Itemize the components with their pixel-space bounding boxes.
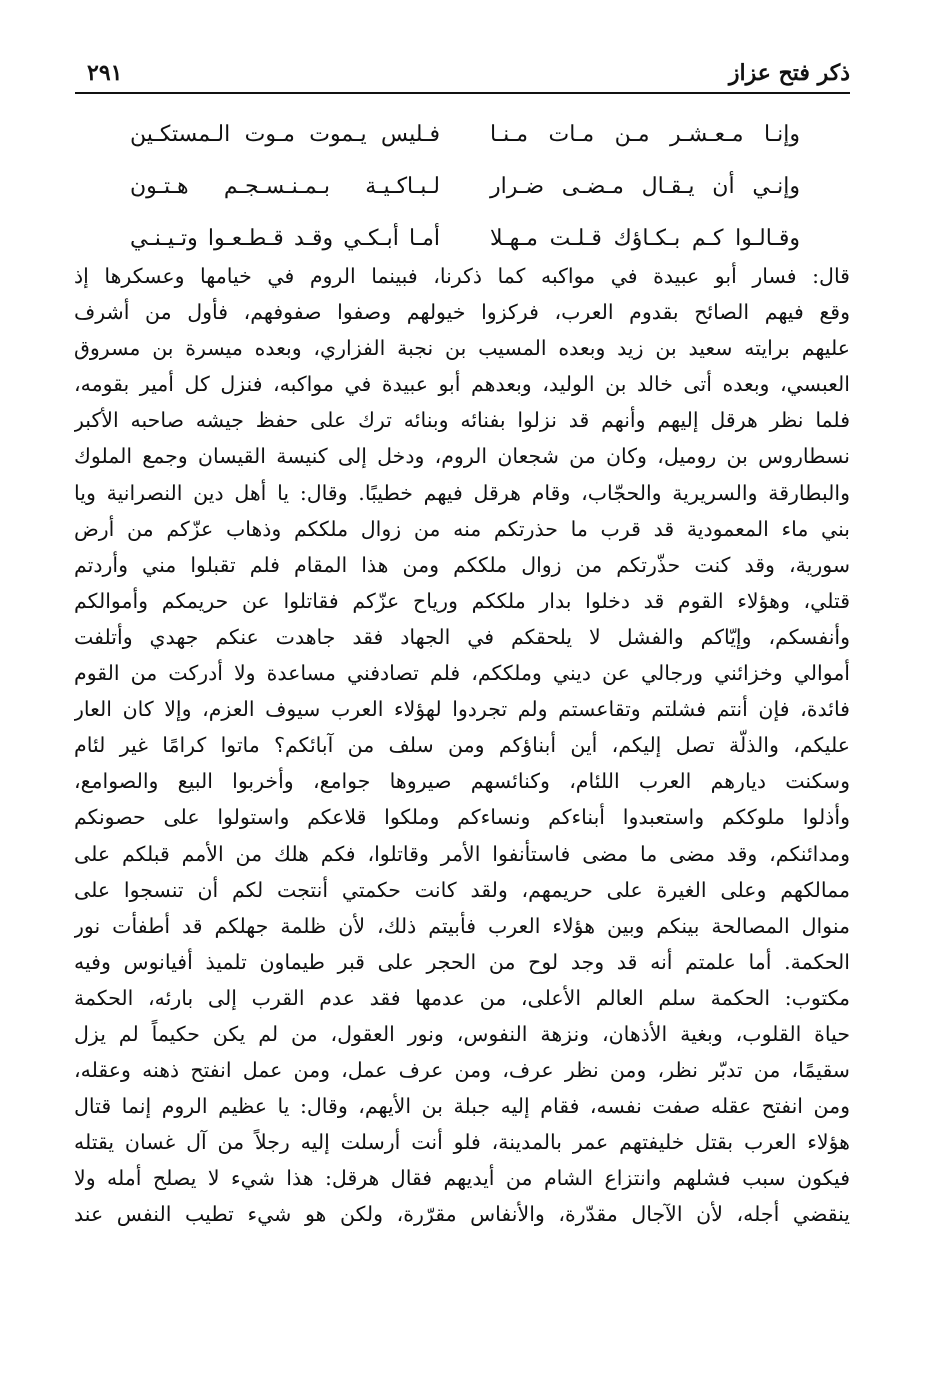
verse-line [130, 160, 800, 212]
verse-line [130, 212, 800, 264]
verse-first-hemistich: وإنـي أن يـقـال مـضـى ضـرار [490, 173, 800, 199]
text-line: وأذلوا ملوككم واستعبدوا أبناءكم ونساءكم وملكوا قلاعكم واستولوا على حصونكم [74, 805, 850, 830]
text-line: سورية، وقد كنت حذّرتكم من زوال ملككم ومن هذا المقام فلم تقبلوا مني وأردتم [74, 552, 850, 577]
text-line: حياة القلوب، وبغية الأذهان، ونزهة النفوس، ونور العقول، من لم يكن حكيماً لم يزل [74, 1021, 850, 1046]
text-line: هؤلاء العرب بقتل خليفتهم عمر بالمدينة، فلو أنت أرسلت إليه رجلاً من آل غسان يقتله [74, 1130, 850, 1155]
text-line: فلما نظر هرقل إليهم وأنهم قد نزلوا بفنائه وبنائه ترك على حفظ جيشه صاحبه الأكبر [74, 408, 850, 433]
body-text [74, 258, 850, 1233]
text-line: فائدة، فإن أنتم فشلتم وتقاعستم ولم تجردوا لهؤلاء العرب سيوف العزم، وإلا كان العار [74, 697, 850, 722]
text-line: وأنفسكم، وإيّاكم والفشل لا يلحقكم في الجهاد فقد جاهدت عنكم جهدي وأتلفت [74, 624, 850, 649]
text-line: مكتوب: الحكمة سلم العالم الأعلى، من عدمها فقد عدم القرب إلى بارئه، الحكمة [74, 985, 850, 1010]
verse-first-hemistich: وإنـا مـعـشـر مـن مـات مـنـا [490, 121, 800, 147]
text-line: قال: فسار أبو عبيدة في مواكبه كما ذكرنا، فبينما الروم في خيامها وعسكرها إذ [74, 264, 850, 288]
page-number: ٢٩١ [87, 60, 123, 86]
text-line: منوال المصالحة بينكم وبين هؤلاء العرب فأبيتم ذلك، لأن ظلمة جهلكم قد أطفأت نور [74, 913, 850, 938]
text-line: سقيمًا، من تدبّر نظر، ومن نظر عرف، ومن عرف عمل، ومن عمل انفتح ذهنه وعقله، [74, 1058, 850, 1083]
text-line: العبسي، وبعده أتى خالد بن الوليد، وبعدهم أبو عبيدة في مواكبه، فنزل كل أمير بقومه، [74, 372, 850, 397]
text-line: وسكنت ديارهم العرب اللئام، وكنائسهم صيروها جوامع، وأخربوا البيع والصوامع، [74, 769, 850, 794]
text-line: بني ماء المعمودية قد قرب ما حذرتكم منه من زوال ملككم وذهاب عزّكم من أرض [74, 516, 850, 541]
text-line: نسطاروس بن روميل، وكان من شجعان الروم، ودخل إلى كنيسة القيسان وجمع الملوك [74, 444, 850, 469]
text-line: فيكون سبب فشلهم وانتزاع الشام من أيديهم فقال هرقل: هذا شيء لا يصلح أمله ولا [74, 1166, 850, 1191]
text-line: والبطارقة والسريرية والحجّاب، وقام هرقل فيهم خطيبًا. وقال: يا أهل دين النصرانية ويا [74, 480, 850, 505]
text-line: ومدائنكم، وقد مضى ما مضى فاستأنفوا الأمر وقاتلوا، فكم هلك من الأمم قبلكم على [74, 841, 850, 866]
verse-second-hemistich: لـبـاكـيـة بـمـنـسـجـم هـتـون [130, 173, 440, 199]
text-line: وقع فيهم الصائح بقدوم العرب، فركزوا خيولهم وصفوا صفوفهم، فأول من أشرف [74, 300, 850, 325]
verse-first-hemistich: وقـالـوا كـم بـكـاؤك قـلـت مـهـلا [490, 225, 800, 251]
text-line: عليكم، والذلّة تصل إليكم، أين أبناؤكم ومن سلف من آبائكم؟ ماتوا كرامًا غير لئام [74, 733, 850, 758]
text-line: الحكمة. أما علمتم أنه قد وجد لوح من الحجر على قبر طيماون تلميذ أفيانوس وفيه [74, 949, 850, 974]
verse-second-hemistich: فـليس يـموت مـوت الـمستكـين [130, 121, 440, 147]
text-line: أموالي وخزائني ورجالي عن ديني وملككم، فلم تصادفني مساعدة ولا أدركت من القوم [74, 661, 850, 686]
text-line: ممالكهم وعلى الغيرة على حريمهم، ولقد كانت حكمتي أنتجت لكم أن تنسجوا على [74, 877, 850, 902]
verse-line [130, 108, 800, 160]
text-line: ومن انفتح عقله صفت نفسه، فقام إليه جبلة بن الأيهم، وقال: يا عظيم الروم إنما قتال [74, 1094, 850, 1119]
text-line: قتلي، وهؤلاء القوم قد دخلوا بدار ملككم ورياح عزّكم فقاتلوا عن حريمكم وأموالكم [74, 588, 850, 613]
verse-second-hemistich: أمـا أبـكـي وقـد قـطـعـوا وتـيـنـي [130, 225, 440, 251]
poem-verses [130, 108, 800, 264]
text-line: ينقضي أجله، لأن الآجال مقدّرة، والأنفاس مقرّرة، ولكن هو شيء تطيب النفس عند [74, 1202, 850, 1227]
chapter-title: ذكر فتح عزاز [728, 60, 850, 86]
running-header [75, 58, 850, 94]
text-line: عليهم برايته سعيد بن زيد وبعده المسيب بن نجبة الفزاري، وبعده ميسرة بن مسروق [74, 336, 850, 361]
